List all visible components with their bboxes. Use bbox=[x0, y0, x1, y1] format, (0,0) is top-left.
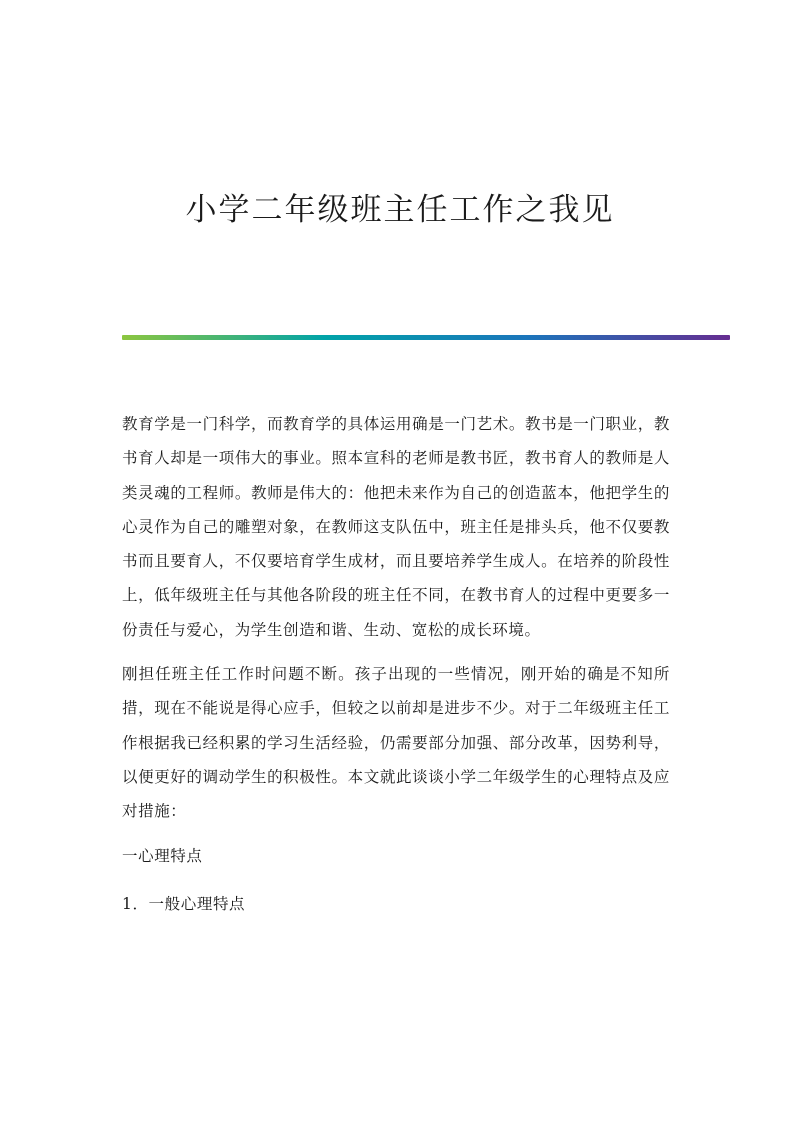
body-paragraph: 教育学是一门科学，而教育学的具体运用确是一门艺术。教书是一门职业，教书育人却是一项伟大的事业。照本宣科的老师是教书匠，教书育人的教师是人类灵魂的工程师。教师是伟大的：他把未来作为自己的创造蓝本，他把学生的心灵作为自己的雕塑对象，在教师这支队伍中，班主任是排头兵，他不仅要教书而且要育人，不仅要培育学生成材，而且要培养学生成人。在培养的阶段性上，低年级班主任与其他各阶段的班主任不同，在教书育人的过程中更要多一份责任与爱心，为学生创造和谐、生动、宽松的成长环境。 bbox=[122, 415, 670, 639]
section-heading: 一心理特点 bbox=[122, 846, 203, 865]
title-divider-rule bbox=[122, 335, 730, 340]
document-title: 小学二年级班主任工作之我见 bbox=[185, 192, 615, 228]
document-body bbox=[122, 407, 670, 935]
body-paragraph: 刚担任班主任工作时问题不断。孩子出现的一些情况，刚开始的确是不知所措，现在不能说是得心应手，但较之以前却是进步不少。对于二年级班主任工作根据我已经积累的学习生活经验，仍需要部分加强、部分改革，因势利导，以便更好的调动学生的积极性。本文就此谈谈小学二年级学生的心理特点及应对措施： bbox=[122, 665, 670, 821]
subsection-heading: 1．一般心理特点 bbox=[122, 894, 246, 913]
